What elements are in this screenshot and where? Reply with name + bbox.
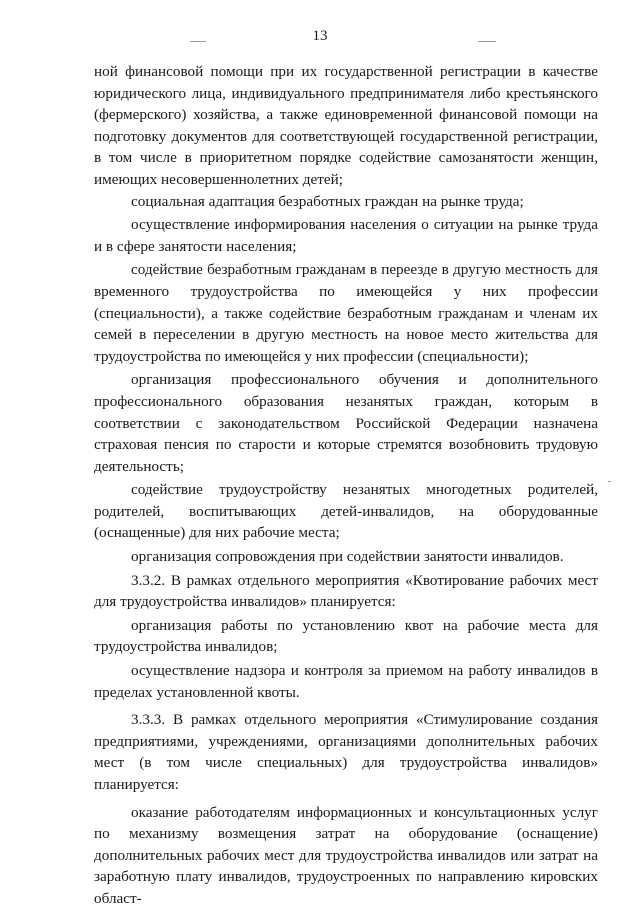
page-number: 13 <box>312 28 328 44</box>
paragraph: 3.3.3. В рамках отдельного мероприятия «Стимулирование создания предприятиями, учреждениями, организациями дополнительных рабочих мест (в том числе специальных) для трудоустройства инвалидов» планируется: <box>94 711 598 793</box>
paragraph: организация профессионального обучения и дополнительного профессионального образования незанятых граждан, которым в соответствии с законодательством Российской Федерации назначена страховая пенсия по старости и которые стремятся возобновить трудовую деятельность; <box>94 371 598 475</box>
paragraph: осуществление информирования населения о ситуации на рынке труда и в сфере занятости населения; <box>94 216 598 255</box>
body-text <box>94 61 598 910</box>
paragraph: 3.3.2. В рамках отдельного мероприятия «Квотирование рабочих мест для трудоустройства инвалидов» планируется: <box>94 571 598 611</box>
scan-mark <box>608 481 611 482</box>
paragraph: содействие безработным гражданам в переезде в другую местность для временного трудоустройства по имеющейся у них профессии (специальности), а также содействие безработным гражданам и членам их семей в переселении в другую местность на новое место жительства для трудоустройства по имеющейся у них профессии (специальности); <box>94 261 598 365</box>
paragraph: ной финансовой помощи при их государственной регистрации в качестве юридического лица, индивидуального предпринимателя либо крестьянского (фермерского) хозяйства, а также единовременной финансовой помощи на подготовку документов для соответствующей государственной регистрации, в том числе в приоритетном порядке содействие самозанятости женщин, имеющих несовершеннолетних детей; <box>94 63 598 188</box>
paragraph: организация сопровождения при содействии занятости инвалидов. <box>131 548 564 566</box>
paragraph: оказание работодателям информационных и консультационных услуг по механизму возмещения затрат на оборудование (оснащение) дополнительных рабочих мест для трудоустройства инвалидов или затрат на заработную плату инвалидов, трудоустроенных по направлению кировских област- <box>94 803 598 907</box>
paragraph: организация работы по установлению квот на рабочие места для трудоустройства инвалидов; <box>94 616 598 656</box>
paragraph: социальная адаптация безработных граждан на рынке труда; <box>131 192 524 210</box>
scan-mark <box>190 41 206 42</box>
paragraph: осуществление надзора и контроля за приемом на работу инвалидов в пределах установленной квоты. <box>94 662 598 701</box>
scan-mark <box>478 41 496 42</box>
paragraph: содействие трудоустройству незанятых многодетных родителей, родителей, воспитывающих детей-инвалидов, на оборудованные (оснащенные) для них рабочие места; <box>94 481 598 542</box>
